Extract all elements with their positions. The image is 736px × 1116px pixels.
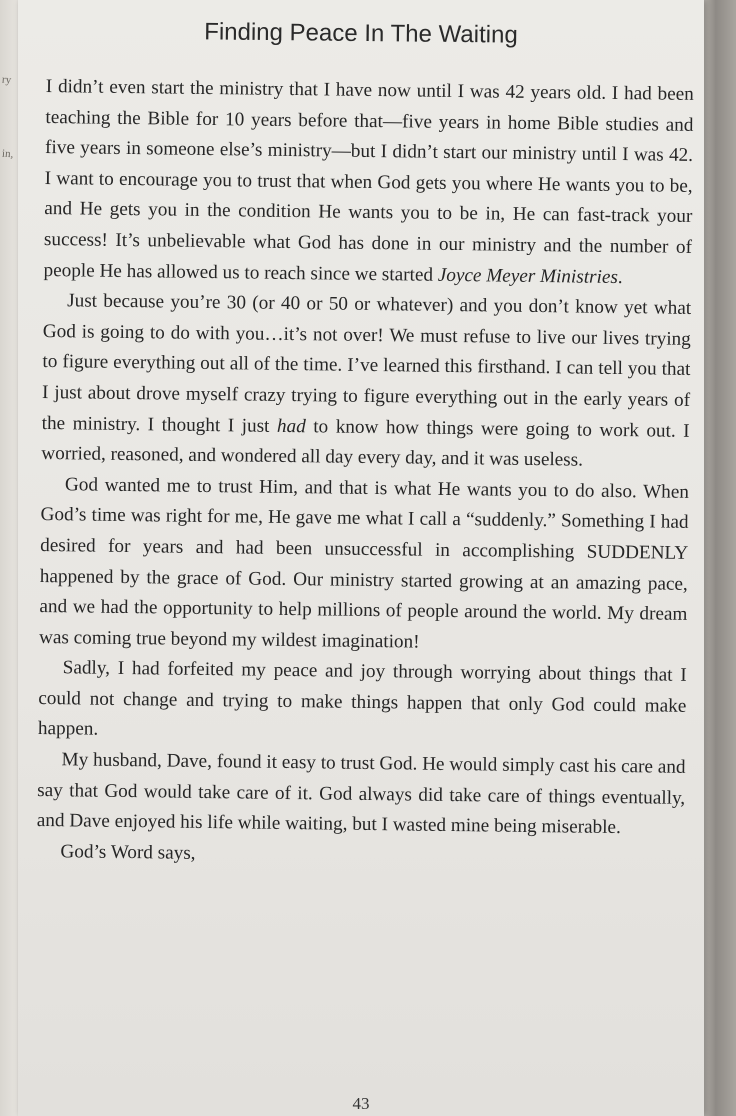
- paragraph-text: Just because you’re 30 (or 40 or 50 or whatever) and you don’t know yet what God is going to do with you…it’s not over! We must refuse to live our lives trying to figure everything out all of the time. I’ve learned this firsthand. I can tell you that I just about drove myself crazy trying to figure everything out in the early years of the ministry. I thought I just: [41, 290, 692, 437]
- paragraph-text: I didn’t even start the ministry that I have now until I was 42 years old. I had been teaching the Bible for 10 years before that—five years in home Bible studies and five years in someone else’s ministry—but I didn’t start our ministry until I was 42. I want to encourage you to trust that when God gets you where He wants you to be, and He gets you in the condition He wants you to be in, He can fast-track your success! It’s unbelievable what God has done in our ministry and the number of people He has allowed us to reach since we started: [43, 75, 694, 286]
- book-page: [18, 0, 704, 1116]
- paragraph-6: God’s Word says,: [60, 841, 196, 864]
- page-number: 43: [352, 1094, 370, 1113]
- paragraph-1: [43, 72, 694, 294]
- emphasized-text: Joyce Meyer Ministries: [437, 264, 619, 288]
- paragraph-5: My husband, Dave, found it easy to trust God. He would simply cast his care and say that God would take care of it. God always did take care of things eventually, and Dave enjoyed his life while waiting, but I wasted mine being miserable.: [36, 749, 686, 839]
- paragraph-4: Sadly, I had forfeited my peace and joy through worrying about things that I could not change and trying to make things happen that only God could make happen.: [37, 657, 687, 741]
- emphasized-text: had: [276, 415, 306, 437]
- page-title: Finding Peace In The Waiting: [204, 18, 518, 49]
- margin-mark: ry: [1, 73, 12, 87]
- paragraph-3: God wanted me to trust Him, and that is what He wants you to do also. When God’s time was right for me, He gave me what I call a “suddenly.” Something I had desired for years and had been unsuccessful in accomplishing SUDDENLY happened by the grace of God. Our ministry started growing at an amazing pace, and we had the opportunity to help millions of people around the world. My dream was coming true beyond my wildest imagination!: [38, 473, 690, 653]
- margin-mark: in,: [1, 147, 14, 161]
- paragraph-text: .: [617, 266, 623, 288]
- paragraph-text: to know how things were going to work out. I worried, reasoned, and wondered all day every day, and it was useless.: [41, 415, 690, 471]
- book-edge-shadow: [702, 0, 736, 1116]
- paragraph-2: [41, 286, 691, 477]
- body-text: [36, 72, 694, 875]
